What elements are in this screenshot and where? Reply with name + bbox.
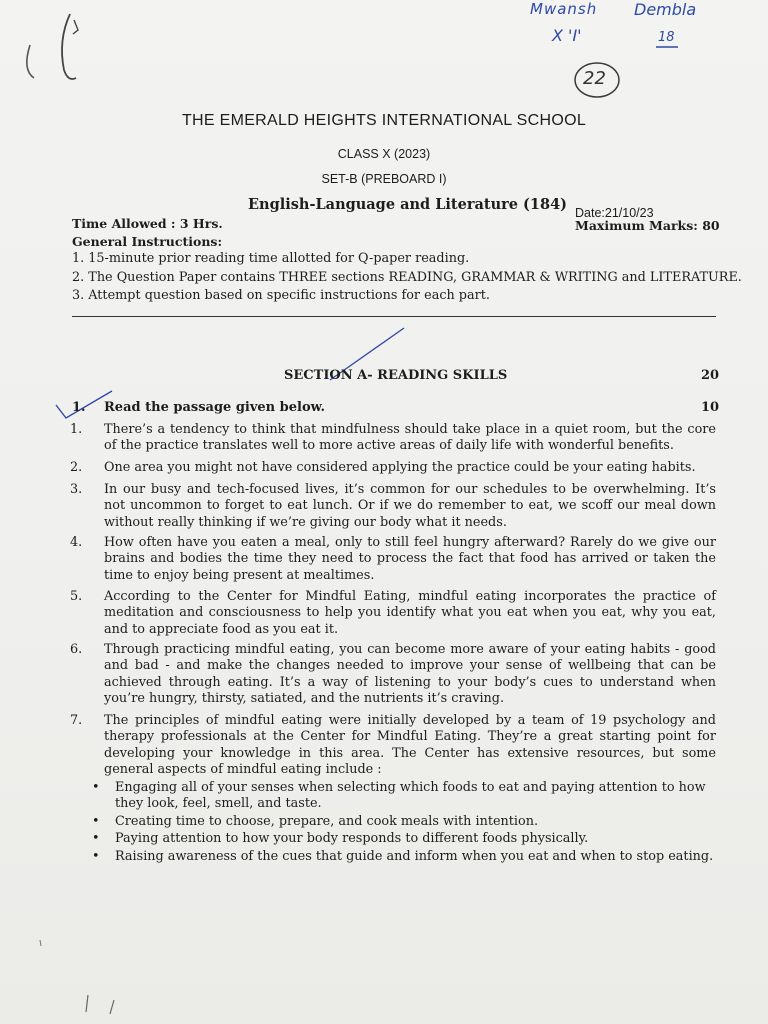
passage-paragraph bbox=[70, 535, 716, 584]
paragraph-text: One area you might not have considered applying the practice could be your eating habits. bbox=[104, 460, 696, 475]
passage-paragraph bbox=[70, 460, 716, 476]
class-label: CLASS X (2023) bbox=[337, 147, 431, 161]
paragraph-number: 4. bbox=[70, 535, 83, 550]
paragraph-number: 7. bbox=[70, 713, 83, 728]
paragraph-text: There’s a tendency to think that mindfulness should take place in a quiet room, but the core of the practice translates well to more active areas of daily life with wonderful benefits. bbox=[104, 422, 716, 454]
passage-paragraph bbox=[70, 642, 716, 707]
question-number: 1. bbox=[72, 400, 86, 415]
question-marks: 10 bbox=[701, 400, 720, 415]
bullet-text: Paying attention to how your body responds to different foods physically. bbox=[115, 831, 589, 846]
paragraph-text: How often have you eaten a meal, only to still feel hungry afterward? Rarely do we give our brains and bodies the time they need to process the fact that food has arrived or taken the time to enjoy being present at mealtimes. bbox=[104, 535, 716, 583]
handwritten-roll-number: 18 bbox=[658, 30, 675, 45]
bullet-marker: • bbox=[92, 849, 100, 864]
instruction-item: 1. 15-minute prior reading time allotted for Q-paper reading. bbox=[72, 251, 470, 266]
bullet-text: Creating time to choose, prepare, and cook meals with intention. bbox=[115, 814, 539, 829]
instruction-item: 3. Attempt question based on specific instructions for each part. bbox=[72, 288, 490, 303]
paragraph-text: In our busy and tech-focused lives, it’s common for our schedules to be overwhelming. It’s not uncommon to forget to eat lunch. Or if we do remember to eat, we scoff our meal down without really thinking if we’re giving our body what it needs. bbox=[104, 482, 716, 530]
bullet-item bbox=[92, 849, 716, 865]
set-label: SET-B (PREBOARD I) bbox=[321, 172, 447, 186]
paragraph-text: According to the Center for Mindful Eating, mindful eating incorporates the practice of meditation and consciousness to help you identify what you eat when you eat, why you eat, and to appreciate food as you eat it. bbox=[104, 589, 716, 637]
paragraph-text: The principles of mindful eating were initially developed by a team of 19 psychology and therapy professionals at the Center for Mindful Eating. They’re a great starting point for developing your knowledge in this area. The Center has extensive resources, but some general aspects of mindful eating include : bbox=[104, 713, 716, 777]
passage-paragraph bbox=[70, 422, 716, 455]
passage-paragraph bbox=[70, 589, 716, 638]
bullet-item bbox=[92, 831, 716, 847]
handwritten-student-surname: Dembla bbox=[634, 0, 697, 19]
general-instructions-heading: General Instructions: bbox=[72, 234, 223, 249]
school-name: THE EMERALD HEIGHTS INTERNATIONAL SCHOOL bbox=[181, 112, 587, 129]
question-prompt: Read the passage given below. bbox=[104, 400, 326, 415]
bullet-marker: • bbox=[92, 780, 100, 795]
bullet-marker: • bbox=[92, 814, 100, 829]
passage-paragraph bbox=[70, 713, 716, 778]
bullet-text: Engaging all of your senses when selecting which foods to eat and paying attention to how they look, feel, smell, and taste. bbox=[115, 780, 706, 812]
exam-date: Date:21/10/23 bbox=[575, 206, 654, 220]
subject-title: English-Language and Literature (184) bbox=[248, 196, 568, 213]
maximum-marks: Maximum Marks: 80 bbox=[575, 218, 720, 233]
bullet-text: Raising awareness of the cues that guide and inform when you eat and when to stop eating. bbox=[115, 849, 714, 864]
paragraph-number: 6. bbox=[70, 642, 83, 657]
passage-paragraph bbox=[70, 482, 716, 531]
paragraph-number: 3. bbox=[70, 482, 83, 497]
bullet-marker: • bbox=[92, 831, 100, 846]
divider bbox=[72, 316, 716, 317]
paragraph-number: 5. bbox=[70, 589, 83, 604]
handwritten-class: X 'I' bbox=[552, 26, 582, 45]
bullet-item bbox=[92, 814, 716, 830]
section-marks: 20 bbox=[701, 368, 720, 383]
handwritten-score: 22 bbox=[583, 68, 606, 89]
time-allowed: Time Allowed : 3 Hrs. bbox=[72, 216, 223, 231]
paragraph-number: 1. bbox=[70, 422, 83, 437]
handwritten-student-name: Mwansh bbox=[530, 0, 598, 18]
bullet-item bbox=[92, 780, 716, 813]
paragraph-number: 2. bbox=[70, 460, 83, 475]
section-title: SECTION A- READING SKILLS bbox=[284, 368, 508, 383]
paragraph-text: Through practicing mindful eating, you can become more aware of your eating habits - good and bad - and make the changes needed to improve your sense of wellbeing that can be achieved through eating. It’s a way of listening to your body’s cues to understand when you’re hungry, thirsty, satiated, and the nutrients it’s craving. bbox=[104, 642, 716, 706]
instruction-item: 2. The Question Paper contains THREE sections READING, GRAMMAR & WRITING and LITERATURE. bbox=[72, 270, 742, 285]
